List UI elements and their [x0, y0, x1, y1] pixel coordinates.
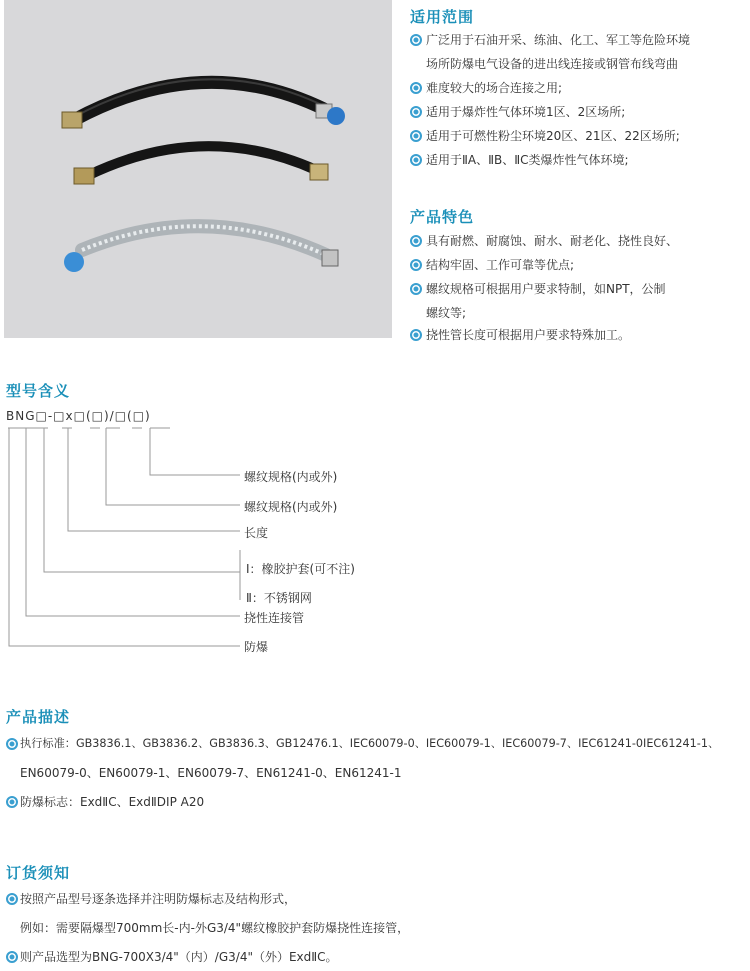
label-explosion-proof: 防爆	[244, 640, 269, 654]
scope-title: 适用范围	[410, 8, 475, 26]
bullet-icon	[410, 235, 422, 247]
model-diagram	[0, 400, 400, 670]
description-item: 执行标准：GB3836.1、GB3836.2、GB3836.3、GB12476.1、IEC60079-0、IEC60079-1、IEC60079-7、IEC61241-0IEC61241-1、	[20, 737, 720, 750]
scope-item: 适用于可燃性粉尘环境20区、21区、22区场所;	[426, 129, 680, 143]
bullet-icon	[410, 34, 422, 46]
label-thread-spec-2: 螺纹规格(内或外)	[244, 500, 338, 514]
label-flexible-connector: 挠性连接管	[244, 611, 305, 625]
model-code: BNG□-□x□(□)/□(□)	[6, 409, 151, 423]
label-rubber-sheath: Ⅰ：橡胶护套(可不注)	[246, 562, 355, 576]
scope-item: 适用于ⅡA、ⅡB、ⅡC类爆炸性气体环境;	[426, 153, 629, 167]
description-item: 防爆标志：ExdⅡC、ExdⅡDIP A20	[20, 795, 205, 809]
hose-illustration	[4, 0, 392, 338]
bullet-icon	[410, 154, 422, 166]
feature-item: 挠性管长度可根据用户要求特殊加工。	[426, 328, 631, 342]
model-title: 型号含义	[6, 382, 71, 400]
bullet-icon	[6, 796, 18, 808]
feature-item: 具有耐燃、耐腐蚀、耐水、耐老化、挠性良好、	[426, 234, 679, 248]
scope-item: 广泛用于石油开采、练油、化工、军工等危险环境	[426, 33, 691, 47]
ordering-title: 订货须知	[6, 864, 71, 882]
feature-item: 螺纹等;	[426, 306, 467, 320]
features-title: 产品特色	[410, 208, 475, 226]
bullet-icon	[410, 82, 422, 94]
bullet-icon	[6, 893, 18, 905]
feature-item: 螺纹规格可根据用户要求特制，如NPT，公制	[426, 282, 666, 296]
bullet-icon	[6, 738, 18, 750]
ordering-item: 例如：需要隔爆型700mm长-内-外G3/4"螺纹橡胶护套防爆挠性连接管，	[20, 921, 410, 935]
product-photo	[4, 0, 392, 338]
bullet-icon	[410, 329, 422, 341]
feature-item: 结构牢固、工作可靠等优点;	[426, 258, 575, 272]
bullet-icon	[410, 259, 422, 271]
bullet-icon	[410, 283, 422, 295]
label-length: 长度	[244, 526, 269, 540]
description-item: EN60079-0、EN60079-1、EN60079-7、EN61241-0、EN61241-1	[20, 766, 402, 780]
ordering-item: 则产品选型为BNG-700X3/4"（内）/G3/4"（外）ExdⅡC。	[20, 950, 338, 964]
scope-item: 难度较大的场合连接之用;	[426, 81, 563, 95]
bullet-icon	[6, 951, 18, 963]
label-steel-mesh: Ⅱ：不锈钢网	[246, 591, 312, 605]
ordering-item: 按照产品型号逐条选择并注明防爆标志及结构形式，	[20, 892, 297, 906]
label-thread-spec-1: 螺纹规格(内或外)	[244, 470, 338, 484]
description-title: 产品描述	[6, 708, 71, 726]
scope-item: 场所防爆电气设备的进出线连接或钢管布线弯曲	[426, 57, 679, 71]
bullet-icon	[410, 130, 422, 142]
scope-item: 适用于爆炸性气体环境1区、2区场所;	[426, 105, 626, 119]
bullet-icon	[410, 106, 422, 118]
